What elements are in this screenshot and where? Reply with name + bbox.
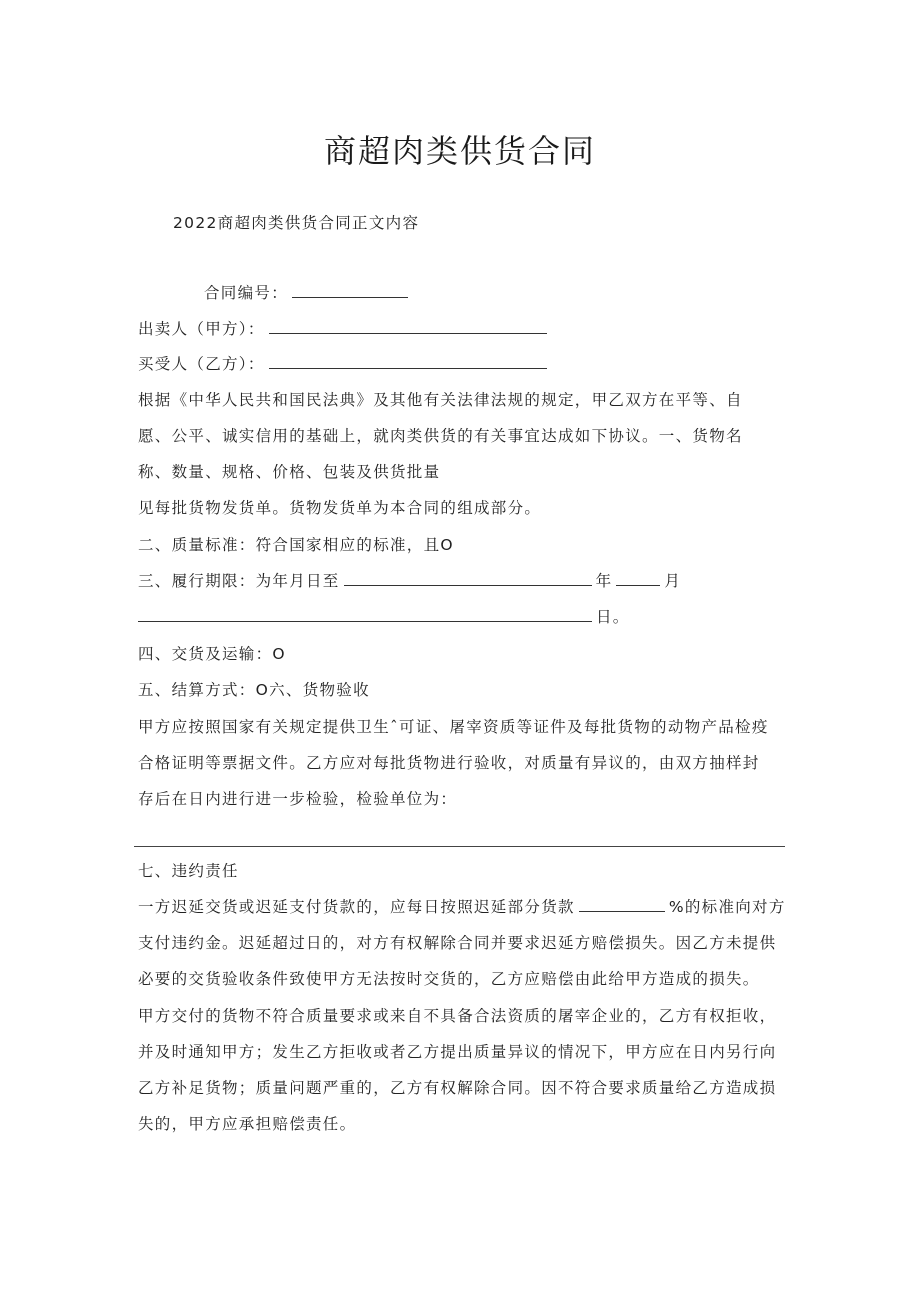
breach-line-1b: %的标准向对方 [668, 898, 786, 916]
breach-heading: 七、违约责任 [138, 862, 239, 880]
term-month: 月 [664, 572, 682, 590]
clause-settlement: 五、结算方式：O六、货物验收 [138, 681, 370, 699]
document-subtitle: 2022商超肉类供货合同正文内容 [173, 214, 420, 232]
term-day: 日。 [596, 608, 630, 626]
term-blank-1 [344, 570, 592, 586]
breach-line-6: 乙方补足货物；质量问题严重的，乙方有权解除合同。因不符合要求质量给乙方造成损 [138, 1079, 777, 1097]
intro-line-3: 称、数量、规格、价格、包装及供货批量 [138, 463, 441, 481]
buyer-blank [269, 353, 547, 369]
intro-line-2: 愿、公平、诚实信用的基础上，就肉类供货的有关事宜达成如下协议。一、货物名 [138, 427, 743, 445]
document-title: 商超肉类供货合同 [323, 132, 596, 170]
breach-line-1a: 一方迟延交货或迟延支付货款的，应每日按照迟延部分货款 [138, 898, 575, 916]
breach-line-2: 支付违约金。迟延超过日的，对方有权解除合同并要求迟延方赔偿损失。因乙方未提供 [138, 934, 777, 952]
term-blank-3 [138, 606, 592, 622]
seller-row [138, 318, 551, 340]
term-blank-2 [616, 570, 660, 586]
inspect-line-2: 合格证明等票据文件。乙方应对每批货物进行验收，对质量有异议的，由双方抽样封 [138, 754, 760, 772]
term-label: 三、履行期限：为年月日至 [138, 572, 340, 590]
breach-line-4: 甲方交付的货物不符合质量要求或来自不具备合法资质的屠宰企业的，乙方有权拒收， [138, 1007, 777, 1025]
buyer-row [138, 353, 551, 375]
contract-number-label: 合同编号： [204, 284, 289, 302]
term-year: 年 [595, 572, 613, 590]
seller-label: 出卖人（甲方）： [138, 320, 265, 338]
seller-blank [269, 318, 547, 334]
clause-quality: 二、质量标准：符合国家相应的标准，且O [138, 536, 454, 554]
buyer-label: 买受人（乙方）： [138, 355, 265, 373]
breach-line-7: 失的，甲方应承担赔偿责任。 [138, 1115, 357, 1133]
breach-line-1 [138, 896, 786, 918]
intro-line-1: 根据《中华人民共和国民法典》及其他有关法律法规的规定，甲乙双方在平等、自 [138, 391, 743, 409]
inspect-line-1: 甲方应按照国家有关规定提供卫生ˆ可证、屠宰资质等证件及每批货物的动物产品检疫 [138, 718, 769, 736]
contract-number-row [204, 282, 412, 304]
inspection-unit-blank-line [134, 846, 785, 847]
contract-number-blank [292, 282, 408, 298]
clause-term-row [138, 570, 681, 592]
breach-line-3: 必要的交货验收条件致使甲方无法按时交货的，乙方应赔偿由此给甲方造成的损失。 [138, 970, 760, 988]
intro-line-4: 见每批货物发货单。货物发货单为本合同的组成部分。 [138, 499, 542, 517]
breach-line-5: 并及时通知甲方；发生乙方拒收或者乙方提出质量异议的情况下，甲方应在日内另行向 [138, 1043, 777, 1061]
penalty-rate-blank [579, 896, 665, 912]
clause-term-row-2 [138, 606, 630, 628]
clause-delivery: 四、交货及运输：O [138, 645, 286, 663]
inspect-line-3: 存后在日内进行进一步检验，检验单位为： [138, 790, 458, 808]
